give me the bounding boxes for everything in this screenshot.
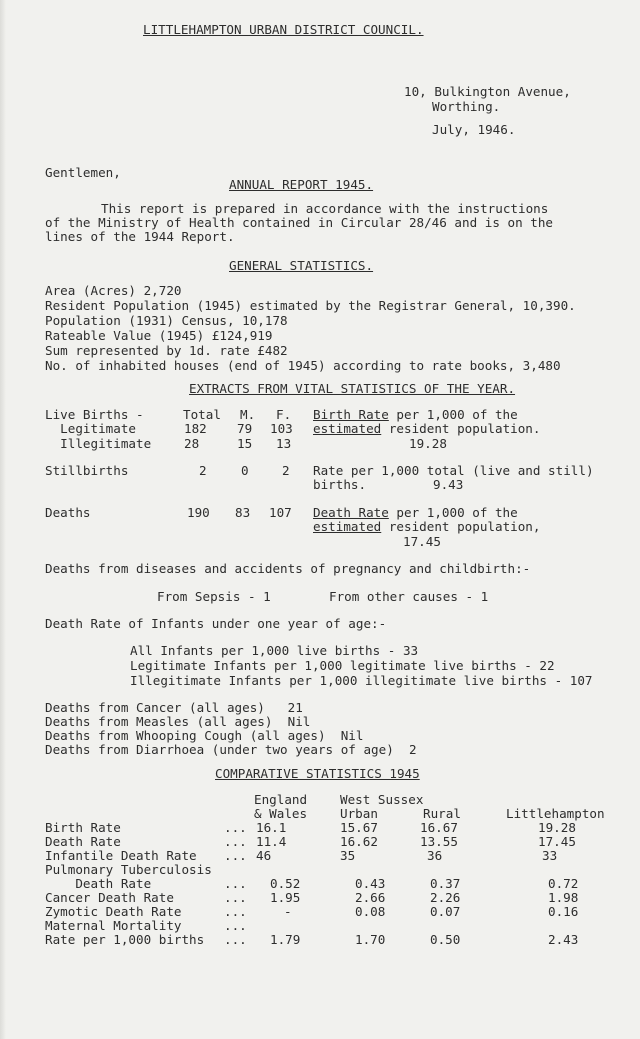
death-rate-resident: resident population, [381, 519, 541, 534]
vital-row-label: Stillbirths [45, 463, 129, 478]
header-rural: Rural [423, 806, 461, 821]
vital-row-label: Live Births - [45, 407, 144, 422]
comp-urban: 1.70 [355, 932, 386, 947]
death-rate-line-2 [313, 519, 540, 534]
death-rate-value: 17.45 [403, 534, 441, 549]
header-west-sussex: West Sussex [340, 792, 424, 807]
general-statistics-title: GENERAL STATISTICS. [229, 258, 374, 273]
intro-line-1: This report is prepared in accordance with the instructions [101, 201, 549, 216]
comp-row-label: Zymotic Death Rate [45, 904, 182, 919]
birth-rate-value: 19.28 [409, 436, 447, 451]
comp-rural: 36 [427, 848, 443, 863]
page-edge-shadow [0, 0, 6, 1039]
comp-ew: 0.52 [270, 876, 301, 891]
comp-rural: 13.55 [420, 834, 458, 849]
infant-rate-illegitimate: Illegitimate Infants per 1,000 illegitimate live births - 107 [130, 673, 593, 688]
intro-line-3: lines of the 1944 Report. [45, 229, 235, 244]
comp-ew: - [284, 904, 292, 919]
comp-row-dots: ... [224, 918, 247, 933]
general-line: Area (Acres) 2,720 [45, 283, 182, 298]
sepsis-deaths: From Sepsis - 1 [157, 589, 271, 604]
comp-rural: 16.67 [420, 820, 458, 835]
vital-m: 0 [241, 463, 249, 478]
comp-row-dots: ... [224, 848, 247, 863]
deaths-whooping-cough: Deaths from Whooping Cough (all ages) Nil [45, 728, 364, 743]
comparative-title: COMPARATIVE STATISTICS 1945 [215, 766, 420, 781]
vital-f: 107 [269, 505, 292, 520]
comp-rural: 0.07 [430, 904, 461, 919]
comp-rural: 0.50 [430, 932, 461, 947]
comp-row-dots: ... [224, 904, 247, 919]
still-rate-value: 9.43 [433, 477, 464, 492]
other-cause-deaths: From other causes - 1 [329, 589, 489, 604]
comp-urban: 0.08 [355, 904, 386, 919]
comp-row-dots: ... [224, 820, 247, 835]
birth-rate-line-2 [313, 421, 540, 436]
vital-col-m: M. [240, 407, 256, 422]
comp-lh: 33 [542, 848, 558, 863]
comp-urban: 15.67 [340, 820, 378, 835]
comp-row-label: Birth Rate [45, 820, 121, 835]
comp-row-label: Pulmonary Tuberculosis [45, 862, 212, 877]
infant-rate-all: All Infants per 1,000 live births - 33 [130, 643, 419, 658]
deaths-measles: Deaths from Measles (all ages) Nil [45, 714, 311, 729]
comp-ew: 16.1 [256, 820, 287, 835]
maternal-deaths-line: Deaths from diseases and accidents of pregnancy and childbirth:- [45, 561, 531, 576]
general-line: No. of inhabited houses (end of 1945) according to rate books, 3,480 [45, 358, 561, 373]
vital-total: 28 [184, 436, 200, 451]
comp-urban: 35 [340, 848, 356, 863]
comp-lh: 1.98 [548, 890, 579, 905]
vital-col-f: F. [276, 407, 292, 422]
general-line: Rateable Value (1945) £124,919 [45, 328, 273, 343]
comp-row-dots: ... [224, 834, 247, 849]
comp-lh: 17.45 [538, 834, 576, 849]
council-heading: LITTLEHAMPTON URBAN DISTRICT COUNCIL. [143, 22, 424, 37]
vital-total: 190 [187, 505, 210, 520]
report-date: July, 1946. [432, 122, 516, 137]
intro-line-2: of the Ministry of Health contained in Circular 28/46 and is on the [45, 215, 553, 230]
comp-rural: 2.26 [430, 890, 461, 905]
infant-death-rate-title: Death Rate of Infants under one year of age:- [45, 616, 387, 631]
birth-rate-estimated: estimated [313, 421, 382, 436]
birth-rate-resident: resident population. [381, 421, 541, 436]
death-rate-heading: Death Rate [313, 505, 389, 520]
birth-rate-text: per 1,000 of the [388, 407, 518, 422]
comp-row-dots: ... [224, 890, 247, 905]
vital-f: 103 [270, 421, 293, 436]
comp-row-dots: ... [224, 876, 247, 891]
comp-row-label: Death Rate [45, 876, 152, 891]
infant-rate-legitimate: Legitimate Infants per 1,000 legitimate live births - 22 [130, 658, 555, 673]
vital-f: 13 [276, 436, 292, 451]
general-line: Population (1931) Census, 10,178 [45, 313, 288, 328]
comp-row-label: Death Rate [45, 834, 121, 849]
general-line: Sum represented by 1d. rate £482 [45, 343, 288, 358]
header-wales: & Wales [254, 806, 308, 821]
birth-rate-heading: Birth Rate [313, 407, 389, 422]
vital-col-total: Total [183, 407, 221, 422]
still-rate-line-1: Rate per 1,000 total (live and still) [313, 463, 594, 478]
comp-urban: 16.62 [340, 834, 378, 849]
comp-rural: 0.37 [430, 876, 461, 891]
comp-ew: 11.4 [256, 834, 287, 849]
comp-lh: 2.43 [548, 932, 579, 947]
comp-row-label: Infantile Death Rate [45, 848, 197, 863]
vital-total: 182 [184, 421, 207, 436]
death-rate-estimated: estimated [313, 519, 382, 534]
death-rate-line-1 [313, 505, 518, 520]
comp-row-dots: ... [224, 932, 247, 947]
vital-row-label: Illegitimate [45, 436, 152, 451]
address-line-1: 10, Bulkington Avenue, [404, 84, 571, 99]
comp-ew: 1.79 [270, 932, 301, 947]
address-line-2: Worthing. [432, 99, 501, 114]
death-rate-text: per 1,000 of the [388, 505, 518, 520]
comp-row-label: Maternal Mortality [45, 918, 182, 933]
vital-m: 79 [237, 421, 253, 436]
comp-urban: 2.66 [355, 890, 386, 905]
comp-lh: 19.28 [538, 820, 576, 835]
comp-row-label: Rate per 1,000 births [45, 932, 205, 947]
comp-ew: 1.95 [270, 890, 301, 905]
comp-row-label: Cancer Death Rate [45, 890, 174, 905]
comp-urban: 0.43 [355, 876, 386, 891]
header-littlehampton: Littlehampton [506, 806, 605, 821]
vital-f: 2 [282, 463, 290, 478]
salutation: Gentlemen, [45, 165, 121, 180]
vital-m: 83 [235, 505, 251, 520]
vital-m: 15 [237, 436, 253, 451]
deaths-cancer: Deaths from Cancer (all ages) 21 [45, 700, 303, 715]
annual-report-title: ANNUAL REPORT 1945. [229, 177, 374, 192]
general-line: Resident Population (1945) estimated by the Registrar General, 10,390. [45, 298, 576, 313]
comp-lh: 0.16 [548, 904, 579, 919]
birth-rate-line-1 [313, 407, 518, 422]
comp-ew: 46 [256, 848, 272, 863]
header-england: England [254, 792, 308, 807]
vital-total: 2 [199, 463, 207, 478]
vital-row-label: Legitimate [45, 421, 136, 436]
deaths-diarrhoea: Deaths from Diarrhoea (under two years of age) 2 [45, 742, 417, 757]
vital-row-label: Deaths [45, 505, 91, 520]
header-urban: Urban [340, 806, 378, 821]
comp-lh: 0.72 [548, 876, 579, 891]
still-rate-line-2: births. [313, 477, 367, 492]
vital-statistics-title: EXTRACTS FROM VITAL STATISTICS OF THE YEAR. [189, 381, 516, 396]
